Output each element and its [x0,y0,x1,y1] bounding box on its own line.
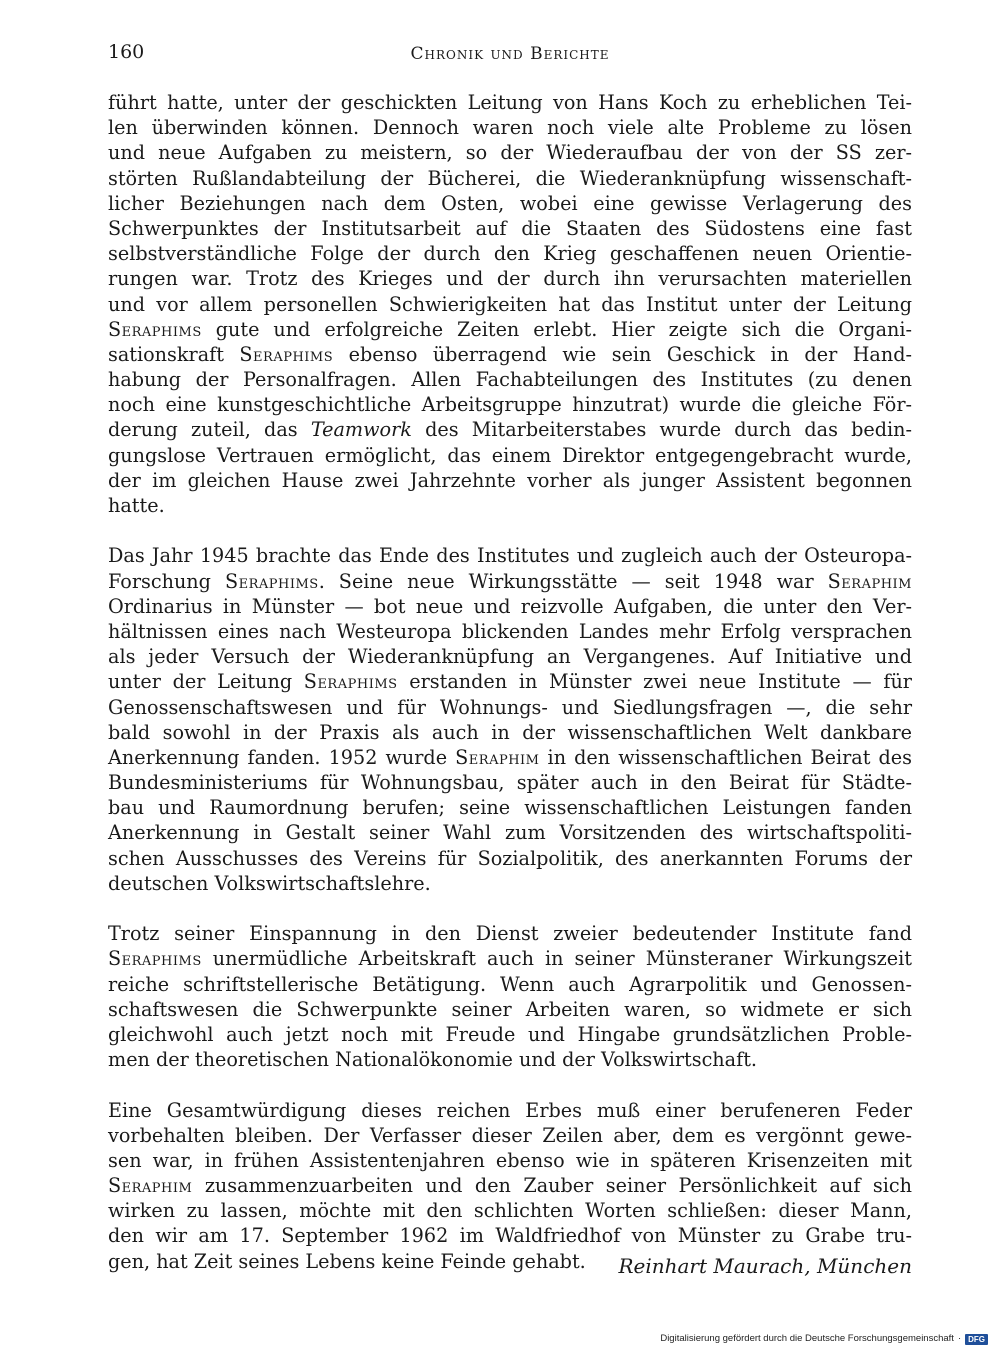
text-line: sen war, in frühen Assistentenjahren ebenso wie in späteren Krisenzeiten mit [108,1148,912,1172]
text-segment: erstanden in Münster zwei neue Institute — für [397,670,912,694]
dfg-logo-icon: DFG [965,1334,988,1345]
text-segment: Anerkennung fanden. 1952 wurde [108,745,456,769]
text-line: licher Beziehungen nach dem Osten, wobei eine gewisse Verlagerung des [108,191,912,215]
text-segment: Forschung [108,569,225,593]
person-name: Seraphims [303,670,398,694]
text-segment: unermüdliche Arbeitskraft auch in seiner Münsteraner Wirkungszeit [201,947,912,971]
text-segment: . Seine neue Wirkungsstätte — seit 1948 war [318,569,828,593]
text-segment: derung zuteil, das [108,418,311,442]
text-line: störten Rußlandabteilung der Bücherei, die Wiederanknüpfung wissenschaft- [108,166,912,190]
text-line: len überwinden können. Dennoch waren noch viele alte Probleme zu lösen [108,116,912,140]
text-line [108,946,912,971]
text-line: schaftswesen die Schwerpunkte seiner Arbeiten waren, so widmete er sich [108,997,912,1021]
text-line: rungen war. Trotz des Krieges und der durch ihn verursachten materiellen [108,267,912,291]
text-line: der im gleichen Hause zwei Jahrzehnte vorher als junger Assistent begonnen [108,468,912,492]
text-segment: des Mitarbeiterstabes wurde durch das bedin- [411,418,912,442]
text-line: schen Ausschusses des Vereins für Sozialpolitik, des anerkannten Forums der [108,846,912,870]
text-line: Trotz seiner Einspannung in den Dienst zweier bedeutender Institute fand [108,922,912,946]
text-line: als jeder Versuch der Wiederanknüpfung an Vergangenes. Auf Initiative und [108,645,912,669]
text-line [108,417,912,442]
text-line [108,669,912,694]
text-line: bau und Raumordnung berufen; seine wissenschaftlichen Leistungen fanden [108,796,912,820]
person-name: Seraphims [108,947,202,971]
text-line: Schwerpunktes der Institutsarbeit auf die Staaten des Südostens eine fast [108,216,912,240]
text-line: selbstverständliche Folge der durch den Krieg geschaffenen neuen Orientie- [108,242,912,266]
text-line: reiche schriftstellerische Betätigung. Wenn auch Agrarpolitik und Genossen- [108,972,912,996]
text-line: Das Jahr 1945 brachte das Ende des Institutes und zugleich auch der Osteuropa- [108,544,912,568]
text-line: wirken zu lassen, möchte mit den schlichten Worten schließen: dieser Mann, [108,1199,912,1223]
text-segment: ebenso überragend wie sein Geschick in der Hand- [333,342,912,366]
text-segment: unter der Leitung [108,670,304,694]
text-line [108,317,912,342]
person-name: Seraphims [224,569,319,593]
text-line: den wir am 17. September 1962 im Waldfriedhof von Münster zu Grabe tru- [108,1224,912,1248]
text-line: bald sowohl in der Praxis als auch in der wissenschaftlichen Welt dankbare [108,720,912,744]
text-line: men der theoretischen Nationalökonomie und der Volkswirtschaft. [108,1048,758,1072]
person-name: Seraphim [108,1174,193,1198]
text-line: Eine Gesamtwürdigung dieses reichen Erbes muß einer berufeneren Feder [108,1098,912,1122]
person-name: Seraphim [827,569,912,593]
text-line: deutschen Volkswirtschaftslehre. [108,871,431,895]
text-line: führt hatte, unter der geschickten Leitung von Hans Koch zu erheblichen Tei- [108,91,912,114]
person-name: Seraphims [239,342,334,366]
text-line [108,1173,912,1198]
text-line: habung der Personalfragen. Allen Fachabteilungen des Institutes (zu denen [108,368,912,392]
text-line: Anerkennung in Gestalt seiner Wahl zum Vorsitzenden des wirtschaftspoliti- [108,821,912,845]
text-segment: zusammenzuarbeiten und den Zauber seiner Persönlichkeit auf sich [192,1174,912,1198]
text-line: noch eine kunstgeschichtliche Arbeitsgruppe hinzutrat) wurde die gleiche För- [108,393,912,417]
text-line: gleichwohl auch jetzt noch mit Freude und Hingabe grundsätzlichen Proble- [108,1022,912,1046]
footer-credit-text: Digitalisierung gefördert durch die Deutsche Forschungsgemeinschaft [660,1333,954,1344]
paragraph [108,921,912,1072]
person-name: Seraphims [108,317,202,341]
running-title: Chronik und Berichte [410,44,610,64]
text-line: hältnissen eines nach Westeuropa blickenden Landes mehr Erfolg versprachen [108,619,912,643]
text-line: Ordinarius in Münster — bot neue und reizvolle Aufgaben, die unter den Ver- [108,594,912,618]
text-line [108,745,912,770]
article-body [108,90,912,1299]
paragraph [108,90,912,518]
text-segment: gute und erfolgreiche Zeiten erlebt. Hier zeigte sich die Organi- [201,317,912,341]
text-line: Genossenschaftswesen und für Wohnungs- und Siedlungsfragen —, die sehr [108,695,912,719]
text-line: und vor allem personellen Schwierigkeiten hat das Institut unter der Leitung [108,292,912,316]
text-line: vorbehalten bleiben. Der Verfasser dieser Zeilen aber, dem es vergönnt gewe- [108,1123,912,1147]
footer-separator: · [957,1333,962,1344]
author-signature: Reinhart Maurach, München [618,1254,912,1278]
text-segment: sationskraft [108,342,240,366]
paragraph [108,543,912,896]
page-number: 160 [108,41,145,63]
text-line: Bundesministeriums für Wohnungsbau, später auch in den Beirat für Städte- [108,771,912,795]
text-segment: in den wissenschaftlichen Beirat des [539,745,912,769]
text-line: gen, hat Zeit seines Lebens keine Feinde gehabt. [108,1249,586,1273]
emphasis-term: Teamwork [310,418,412,442]
digitization-footer [660,1333,988,1345]
person-name: Seraphim [455,745,540,769]
text-line: gungslose Vertrauen ermöglicht, das einem Direktor entgegengebracht wurde, [108,443,912,467]
text-line: und neue Aufgaben zu meistern, so der Wiederaufbau der von der SS zer- [108,141,912,165]
text-line [108,342,912,367]
text-line [108,569,912,594]
paragraph [108,1098,912,1274]
text-line: hatte. [108,494,165,517]
